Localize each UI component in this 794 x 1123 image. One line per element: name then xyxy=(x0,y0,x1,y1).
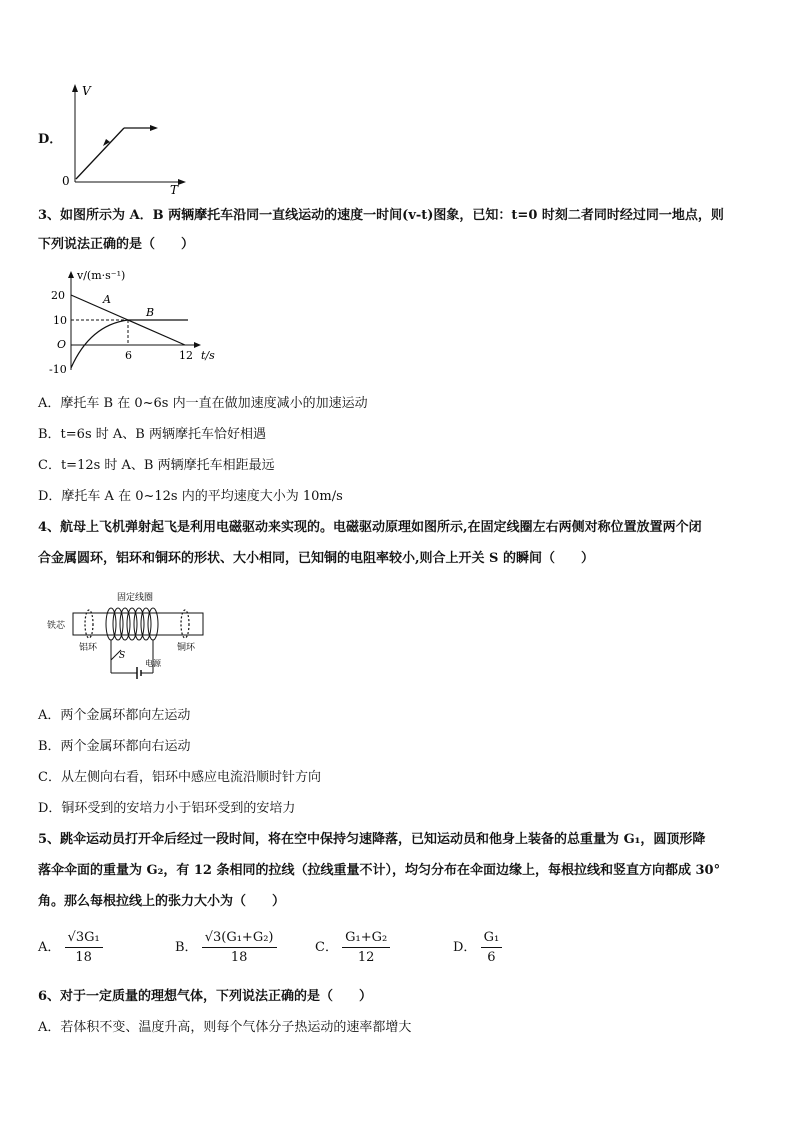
q4-stem-line1: 4、航母上飞机弹射起飞是利用电磁驱动来实现的。电磁驱动原理如图所示,在固定线圈左右两侧对称位置放置两个闭 xyxy=(38,520,702,535)
q5-option-c xyxy=(315,930,390,965)
q4-option-c: C．从左侧向右看，铝环中感应电流沿顺时针方向 xyxy=(38,770,321,785)
q5-stem-line3: 角。那么每根拉线上的张力大小为（ ） xyxy=(38,894,286,909)
q5-option-d-denominator: 6 xyxy=(487,950,496,965)
q5-stem-line2: 落伞伞面的重量为 G₂，有 12 条相同的拉线（拉线重量不计），均匀分布在伞面边缘上，每根拉线和竖直方向都成 30° xyxy=(38,863,721,878)
q5-option-a-denominator: 18 xyxy=(75,950,92,965)
q6-option-a: A．若体积不变、温度升高，则每个气体分子热运动的速率都增大 xyxy=(38,1020,412,1035)
q5-option-a-numerator: √3G₁ xyxy=(65,930,103,948)
q5-option-a xyxy=(38,930,103,965)
q4-option-d: D．铜环受到的安培力小于铝环受到的安培力 xyxy=(38,801,296,816)
option-d-label: D． xyxy=(38,132,63,147)
q5-option-c-fraction xyxy=(342,930,390,965)
q3-y-tick-neg10: -10 xyxy=(49,363,67,376)
q5-option-d-label: D． xyxy=(453,940,477,955)
q5-option-c-denominator: 12 xyxy=(357,950,375,965)
q3-x-unit: t/s xyxy=(201,349,215,362)
d-x-axis-label: T xyxy=(170,183,179,195)
q5-option-b-denominator: 18 xyxy=(230,950,248,965)
q4-option-b: B．两个金属环都向右运动 xyxy=(38,739,191,754)
q4-circuit-figure xyxy=(45,588,215,688)
q5-option-d xyxy=(453,930,502,965)
q5-option-a-label: A． xyxy=(38,940,61,955)
velocity-time-sketch-d xyxy=(60,80,190,195)
copper-ring-label: 铜环 xyxy=(177,643,196,653)
q6-stem: 6、对于一定质量的理想气体，下列说法正确的是（ ） xyxy=(38,989,373,1004)
q3-option-c: C．t=12s 时 A、B 两辆摩托车相距最远 xyxy=(38,458,275,473)
q3-stem-line1: 3、如图所示为 A．B 两辆摩托车沿同一直线运动的速度一时间(v-t)图象，已知：t=0 时刻二者同时经过同一地点，则 xyxy=(38,208,724,223)
q3-origin: O xyxy=(57,338,67,351)
q4-stem-line2: 合金属圆环，铝环和铜环的形状、大小相同，已知铜的电阻率较小,则合上开关 S 的瞬间（ ） xyxy=(38,551,594,566)
q4-option-a: A．两个金属环都向左运动 xyxy=(38,708,191,723)
aluminum-ring-label: 铝环 xyxy=(79,643,98,653)
core-label: 铁芯 xyxy=(47,621,66,631)
q3-option-b: B．t=6s 时 A、B 两辆摩托车恰好相遇 xyxy=(38,427,266,442)
q5-option-d-numerator: G₁ xyxy=(481,930,503,948)
q3-vt-graph xyxy=(45,265,235,377)
q5-option-b-numerator: √3(G₁+G₂) xyxy=(202,930,277,948)
q5-option-b xyxy=(175,930,277,965)
battery-label: 电源 xyxy=(145,659,161,668)
d-origin-label: 0 xyxy=(62,174,70,188)
coil-label: 固定线圈 xyxy=(117,593,154,603)
q3-x-tick-6: 6 xyxy=(125,349,132,362)
switch-label: S xyxy=(119,651,126,661)
q5-option-c-numerator: G₁+G₂ xyxy=(342,930,390,948)
d-y-axis-label: V xyxy=(82,84,91,98)
q3-x-tick-12: 12 xyxy=(179,349,193,362)
q5-option-d-fraction xyxy=(481,930,503,965)
q5-stem-line1: 5、跳伞运动员打开伞后经过一段时间，将在空中保持匀速降落，已知运动员和他身上装备的总重量为 G₁，圆顶形降 xyxy=(38,832,706,847)
q3-line-a-label: A xyxy=(103,293,111,306)
q5-option-a-fraction xyxy=(65,930,103,965)
q3-y-unit: v/(m·s⁻¹) xyxy=(77,269,126,282)
q5-option-c-label: C． xyxy=(315,940,338,955)
q3-option-d: D．摩托车 A 在 0~12s 内的平均速度大小为 10m/s xyxy=(38,489,343,504)
q5-option-b-label: B． xyxy=(175,940,198,955)
q3-line-b-label: B xyxy=(146,306,155,319)
q5-option-b-fraction xyxy=(202,930,277,965)
q3-option-a: A．摩托车 B 在 0~6s 内一直在做加速度减小的加速运动 xyxy=(38,396,368,411)
q3-stem-line2: 下列说法正确的是（ ） xyxy=(38,237,195,252)
q3-y-tick-10: 10 xyxy=(53,314,67,327)
q3-y-tick-20: 20 xyxy=(51,289,65,302)
